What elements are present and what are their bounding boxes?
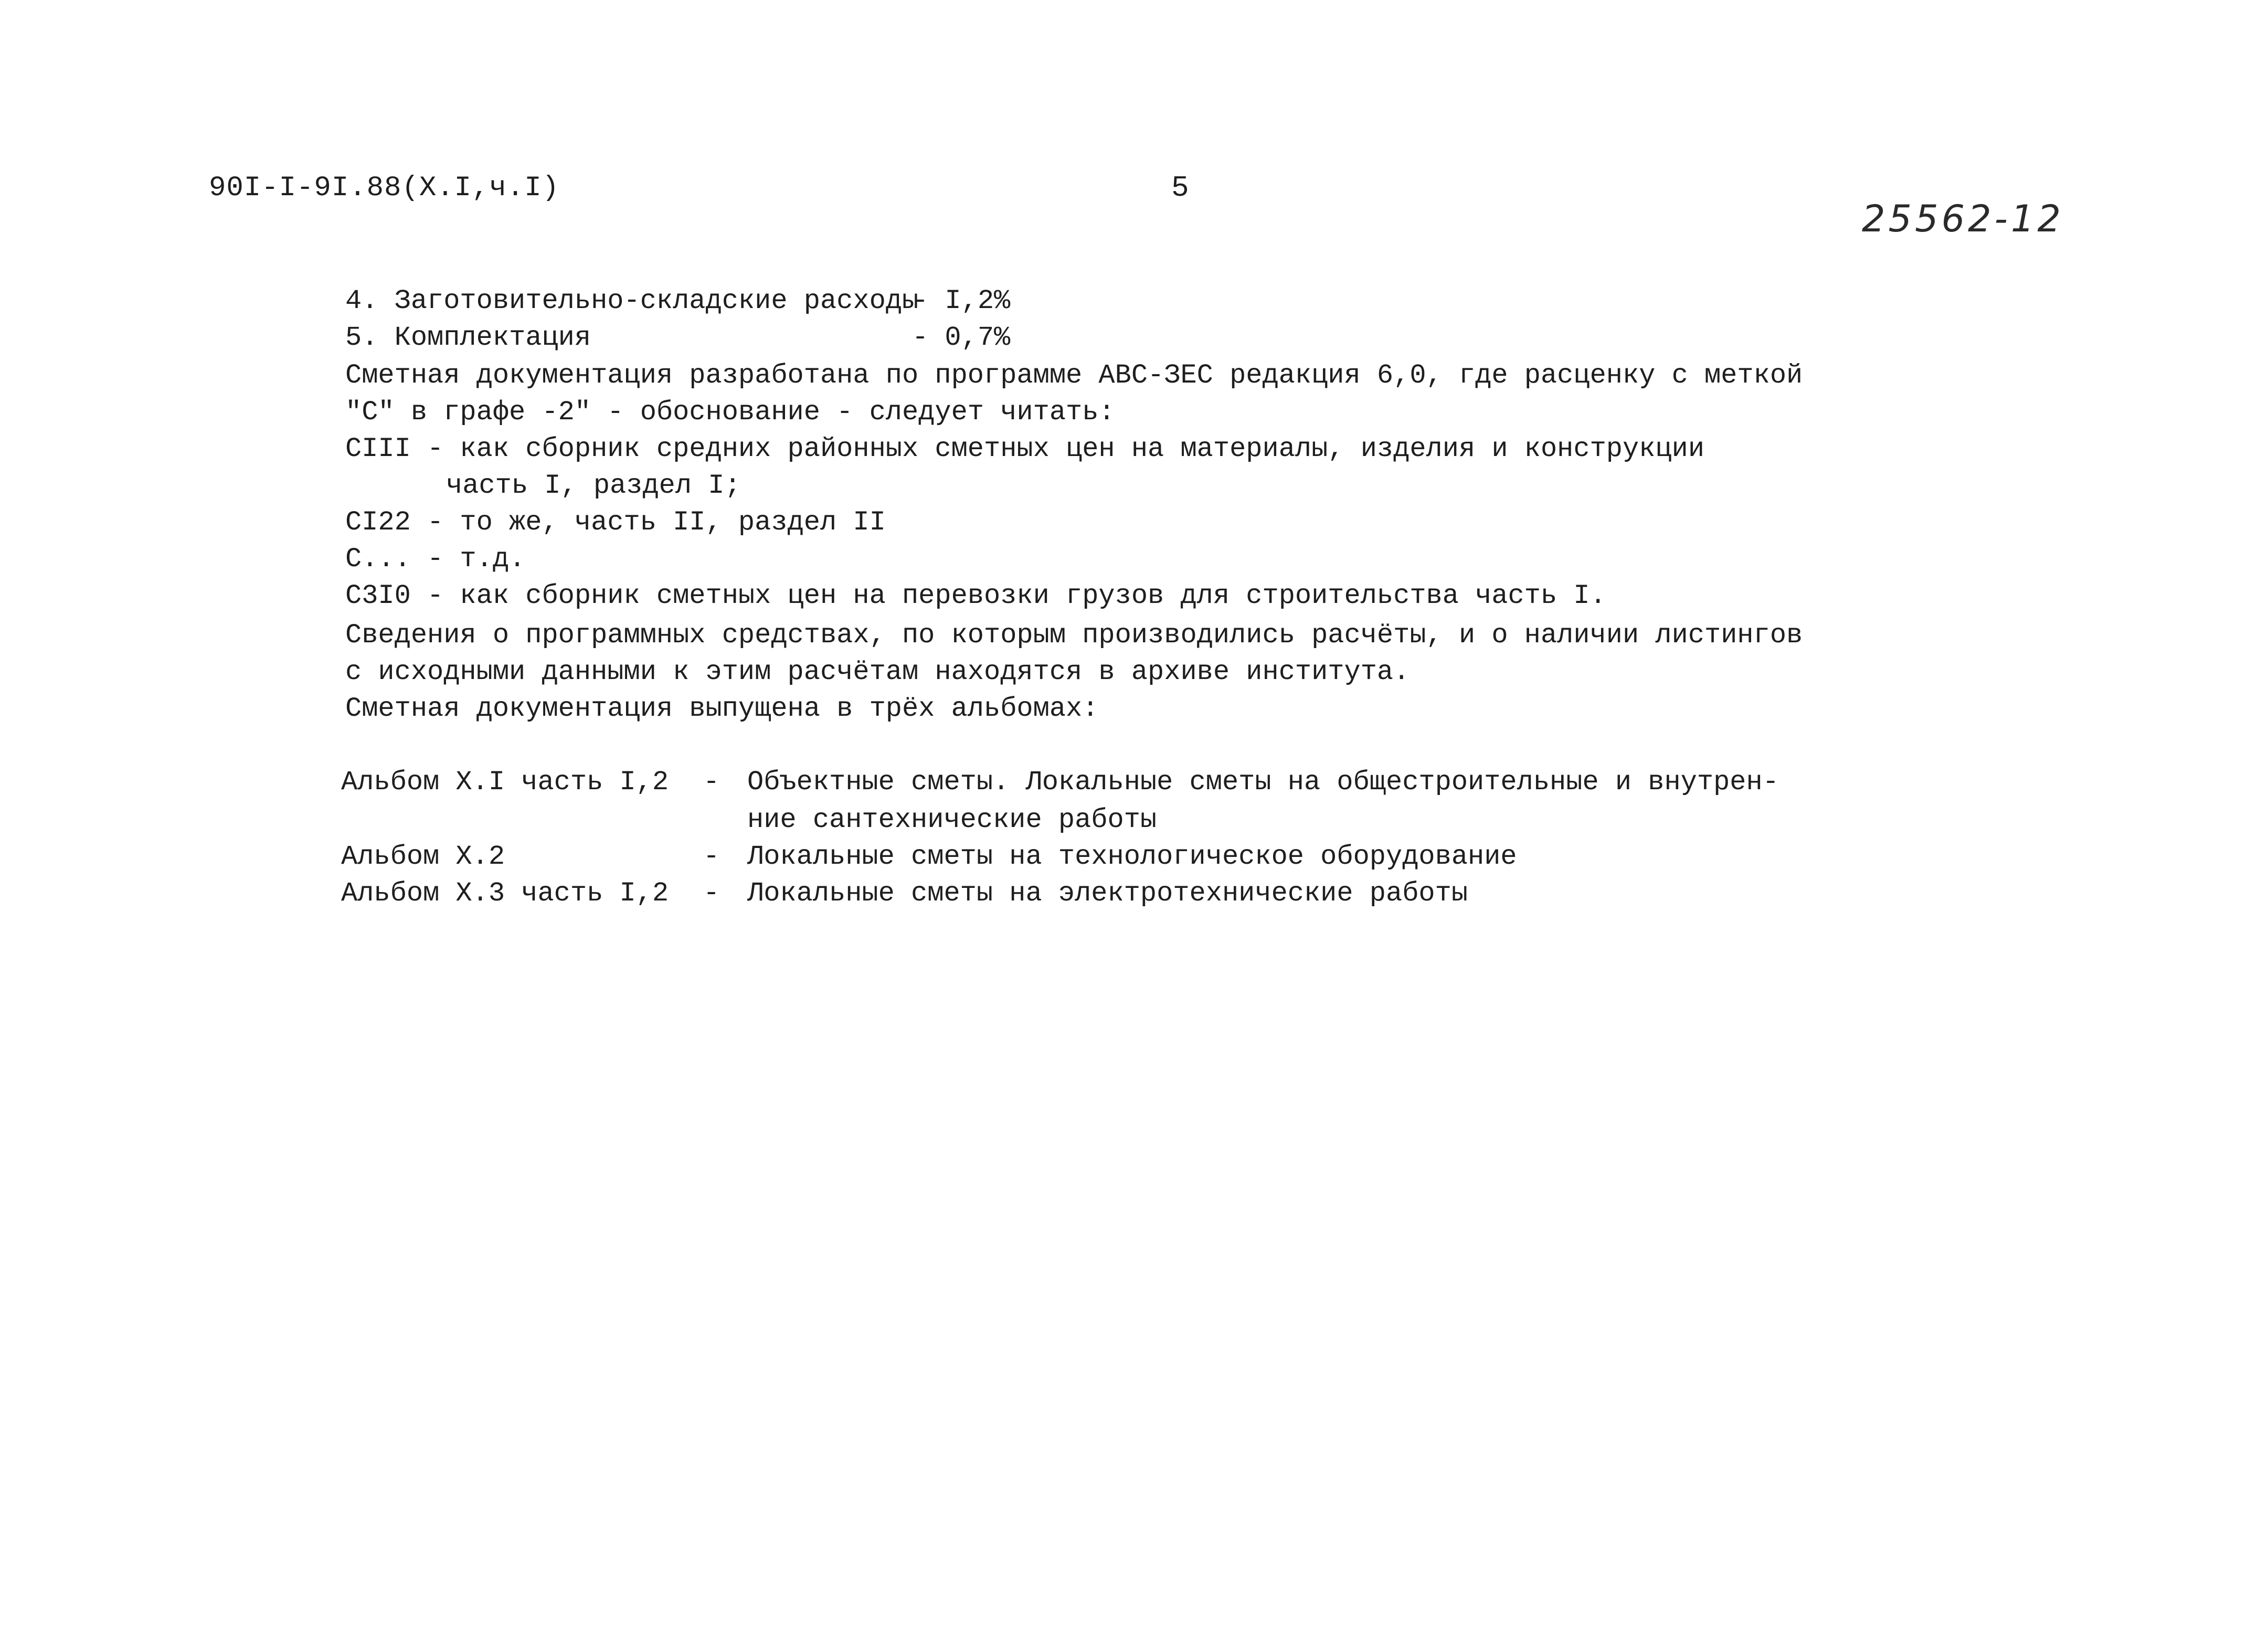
code-continuation: часть I, раздел I; (446, 470, 741, 501)
album-name: Альбом X.3 часть I,2 (341, 878, 669, 909)
cost-item-value: - 0,7% (912, 322, 1011, 353)
paragraph-line: "С" в графе -2" - обоснование - следует читать: (345, 397, 1115, 428)
album-description: Объектные сметы. Локальные сметы на общестроительные и внутрен- (747, 767, 1779, 798)
paragraph-line: Сметная документация разработана по программе АВС-ЗЕС редакция 6,0, где расценку с меткой (345, 360, 1803, 391)
code-line: C3I0 - как сборник сметных цен на перевозки грузов для строительства часть I. (345, 580, 1606, 611)
album-dash: - (703, 841, 720, 872)
cost-item-value: - I,2% (912, 285, 1011, 316)
album-name: Альбом X.2 (341, 841, 505, 872)
cost-item-label: 4. Заготовительно-складские расходы (345, 285, 919, 316)
album-description: Локальные сметы на электротехнические работы (747, 878, 1468, 909)
code-line: CI22 - то же, часть II, раздел II (345, 507, 886, 538)
album-description: Локальные сметы на технологическое оборудование (747, 841, 1517, 872)
handwritten-number: 25562-12 (1862, 197, 2064, 240)
code-line: CIII - как сборник средних районных сметных цен на материалы, изделия и конструкции (345, 433, 1705, 464)
album-dash: - (703, 767, 720, 798)
cost-item-label: 5. Комплектация (345, 322, 591, 353)
album-dash: - (703, 878, 720, 909)
code-line: C... - т.д. (345, 544, 526, 575)
album-name: Альбом X.I часть I,2 (341, 767, 669, 798)
paragraph-line: Сведения о программных средствах, по которым производились расчёты, и о наличии листингов (345, 620, 1803, 651)
paragraph-line: Сметная документация выпущена в трёх альбомах: (345, 693, 1099, 724)
album-description-continuation: ние сантехнические работы (747, 804, 1157, 835)
page-number: 5 (1171, 171, 1189, 205)
paragraph-line: с исходными данными к этим расчётам находятся в архиве института. (345, 656, 1410, 687)
document-code: 90I-I-9I.88(X.I,ч.I) (209, 172, 560, 204)
